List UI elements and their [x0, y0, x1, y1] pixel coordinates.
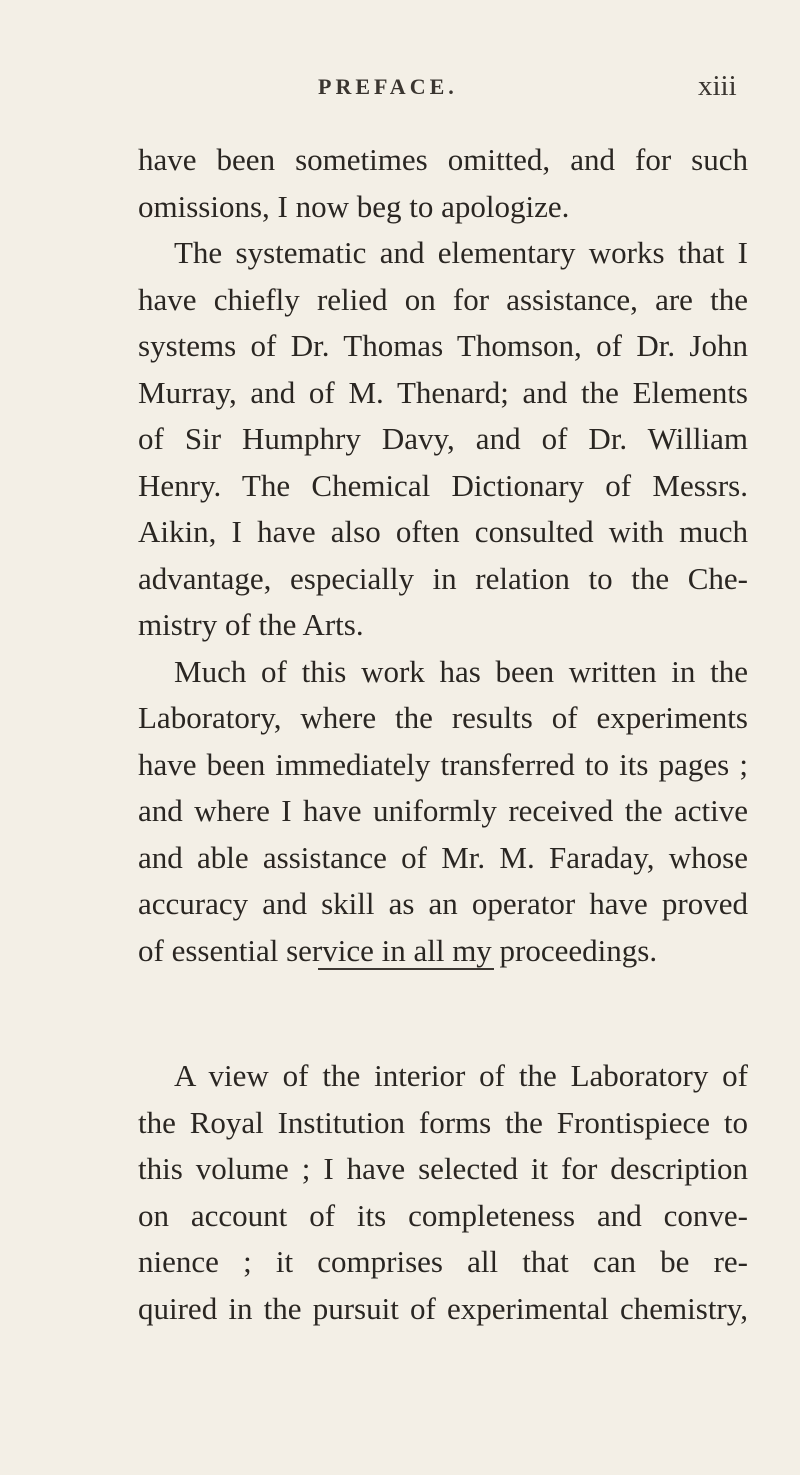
section-divider	[318, 968, 494, 970]
text-line: of essential service in all my proceedings.	[138, 932, 658, 968]
text-line: mistry of the Arts.	[138, 607, 364, 642]
text-line: and where I have uniformly received the active	[138, 793, 748, 828]
text-line: have been sometimes omitted, and for such	[138, 142, 748, 177]
text-line: accuracy and skill as an operator have proved	[138, 886, 748, 921]
text-line: Laboratory, where the results of experiments	[138, 700, 748, 735]
text-line: advantage, especially in relation to the Che-	[138, 560, 748, 596]
text-line: Henry. The Chemical Dictionary of Messrs.	[138, 467, 748, 503]
text-line: the Royal Institution forms the Frontispiece to	[138, 1104, 748, 1140]
text-line: Aikin, I have also often consulted with much	[138, 514, 748, 549]
text-line: systems of Dr. Thomas Thomson, of Dr. John	[138, 328, 748, 363]
text-block-1	[138, 137, 748, 974]
text-line: of Sir Humphry Davy, and of Dr. William	[138, 421, 748, 456]
text-line: quired in the pursuit of experimental chemistry,	[138, 1290, 748, 1326]
text-line: Murray, and of M. Thenard; and the Elements	[138, 374, 748, 410]
text-line: The systematic and elementary works that I	[174, 235, 748, 270]
text-line: this volume ; I have selected it for description	[138, 1151, 748, 1186]
text-line: on account of its completeness and conve-	[138, 1197, 748, 1233]
text-line: and able assistance of Mr. M. Faraday, whose	[138, 839, 748, 875]
text-line: have chiefly relied on for assistance, are the	[138, 281, 748, 317]
text-line: nience ; it comprises all that can be re-	[138, 1244, 748, 1279]
page-number: xiii	[698, 70, 737, 102]
text-line: omissions, I now beg to apologize.	[138, 188, 570, 224]
page-header	[0, 70, 800, 114]
running-head: PREFACE.	[318, 74, 458, 99]
text-line: Much of this work has been written in the	[174, 653, 748, 689]
text-line: have been immediately transferred to its pages ;	[138, 746, 748, 782]
text-block-2	[138, 1053, 748, 1332]
text-line: A view of the interior of the Laboratory of	[174, 1058, 748, 1093]
